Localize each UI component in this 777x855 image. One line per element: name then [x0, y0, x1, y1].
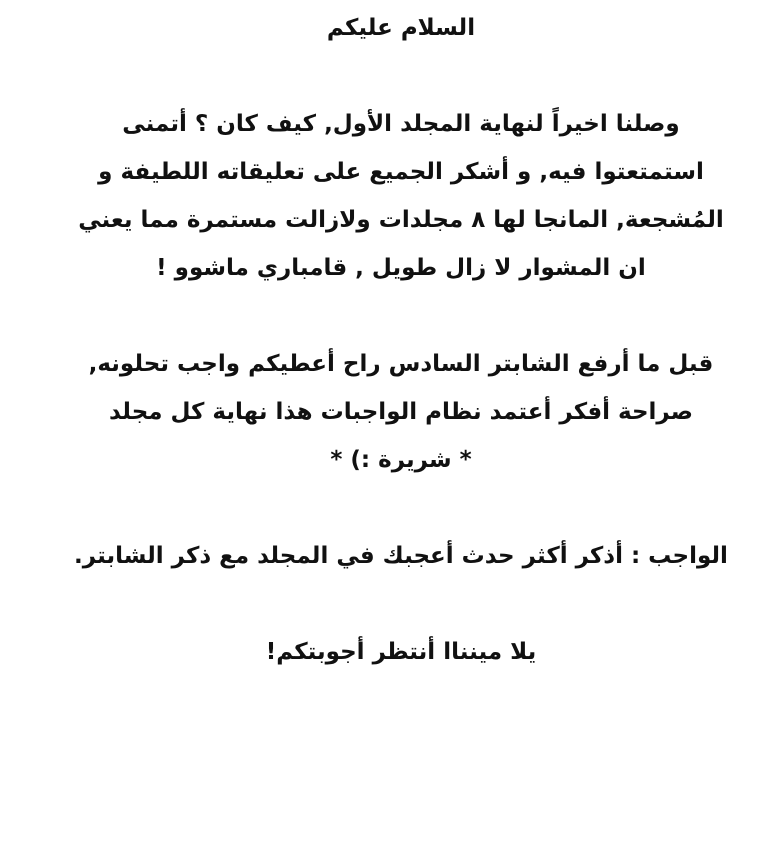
paragraph1-line-4: ان المشوار لا زال طويل , قامباري ماشوو !	[156, 255, 646, 281]
paragraph1-line-3: المُشجعة, المانجا لها ٨ مجلدات ولازالت مستمرة مما يعني	[78, 207, 724, 233]
paragraph2-line-3: * شريرة :) *	[330, 447, 472, 473]
closing-text: يلا مينناا أنتظر أجوبتكم!	[265, 639, 537, 665]
paragraph2-line-2: صراحة أفكر أعتمد نظام الواجبات هذا نهاية كل مجلد	[109, 399, 693, 425]
paragraph2-line-1: قبل ما أرفع الشابتر السادس راح أعطيكم واجب تحلونه,	[88, 351, 714, 377]
paragraph1-line-2: استمتعتوا فيه, و أشكر الجميع على تعليقاته اللطيفة و	[98, 159, 704, 185]
homework-text: الواجب : أذكر أكثر حدث أعجبك في المجلد مع ذكر الشابتر.	[74, 543, 728, 569]
greeting-heading: السلام عليكم	[326, 15, 476, 41]
paragraph1-line-1: وصلنا اخيراً لنهاية المجلد الأول, كيف كان ؟ أتمنى	[122, 111, 680, 137]
